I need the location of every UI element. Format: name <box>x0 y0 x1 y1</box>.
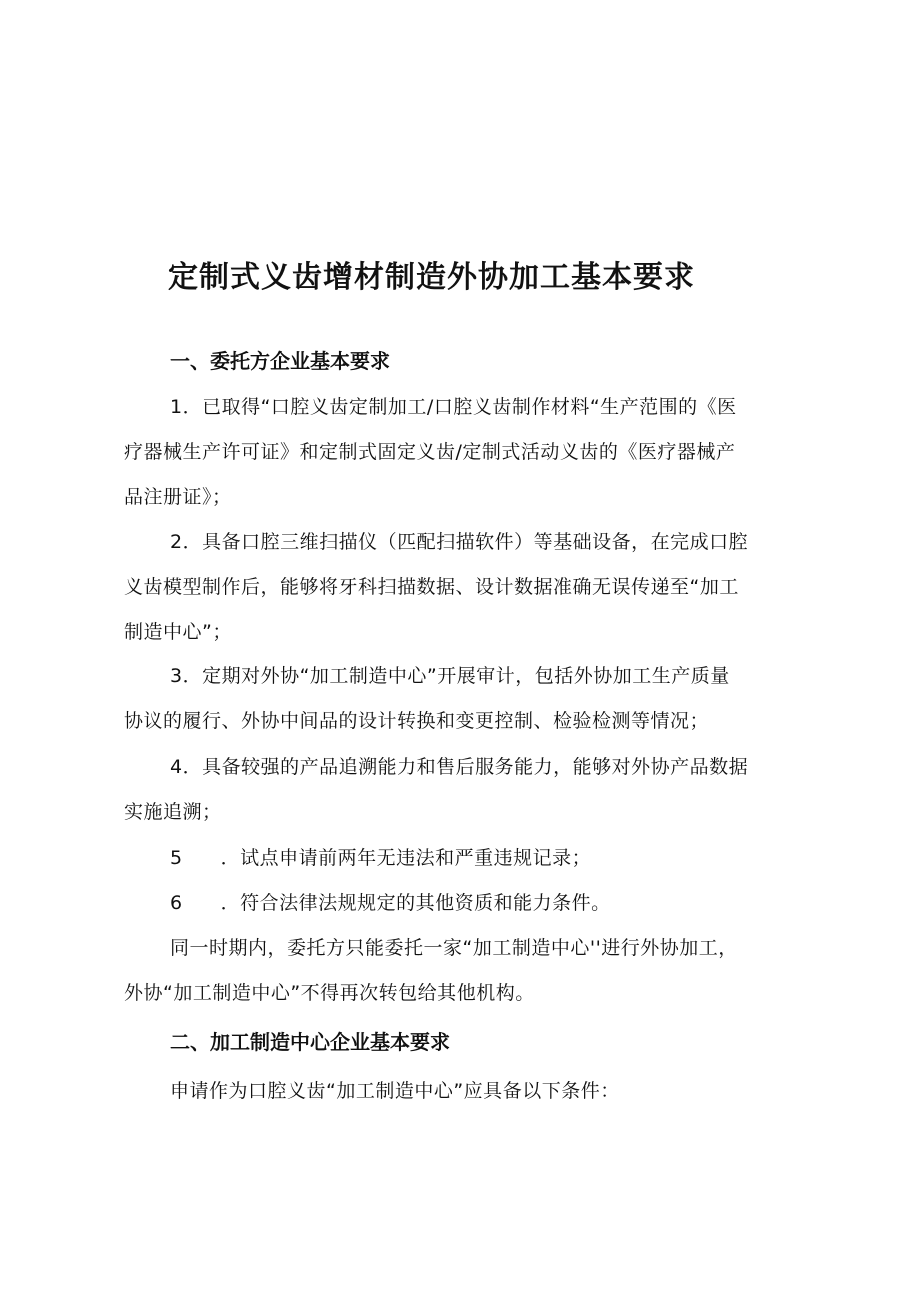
item1-line1: 1．已取得“口腔义齿定制加工/口腔义齿制作材料“生产范围的《医 <box>170 396 737 418</box>
item6 <box>170 888 611 915</box>
item6-text: ．符合法律法规规定的其他资质和能力条件。 <box>220 892 611 914</box>
item3-line2: 协议的履行、外协中间品的设计转换和变更控制、检验检测等情况； <box>124 710 710 732</box>
section-heading-2: 二、加工制造中心企业基本要求 <box>170 1030 450 1054</box>
item2-line3: 制造中心”； <box>124 621 232 643</box>
document-title: 定制式义齿增材制造外协加工基本要求 <box>168 260 695 295</box>
item1-line2: 疗器械生产许可证》和定制式固定义齿/定制式活动义齿的《医疗器械产 <box>124 441 736 463</box>
note-line2: 外协“加工制造中心”不得再次转包给其他机构。 <box>124 982 535 1004</box>
item6-number: 6 <box>170 892 183 914</box>
item1-line3: 品注册证》； <box>124 486 232 508</box>
item2-line2: 义齿模型制作后，能够将牙科扫描数据、设计数据准确无误传递至“加工 <box>124 576 739 598</box>
item3-line1: 3．定期对外协“加工制造中心”开展审计，包括外协加工生产质量 <box>170 665 730 687</box>
note-line1: 同一时期内，委托方只能委托一家“加工制造中心''进行外协加工， <box>170 937 738 959</box>
item2-line1: 2．具备口腔三维扫描仪（匹配扫描软件）等基础设备，在完成口腔 <box>170 531 749 553</box>
section-heading-1: 一、委托方企业基本要求 <box>170 349 390 373</box>
item5-text: ．试点申请前两年无违法和严重违规记录； <box>220 847 592 869</box>
item5 <box>170 843 591 870</box>
item4-line1: 4．具备较强的产品追溯能力和售后服务能力，能够对外协产品数据 <box>170 756 749 778</box>
item4-line2: 实施追溯； <box>124 801 222 823</box>
section2-intro: 申请作为口腔义齿“加工制造中心”应具备以下条件： <box>170 1080 620 1102</box>
item5-number: 5 <box>170 847 183 869</box>
